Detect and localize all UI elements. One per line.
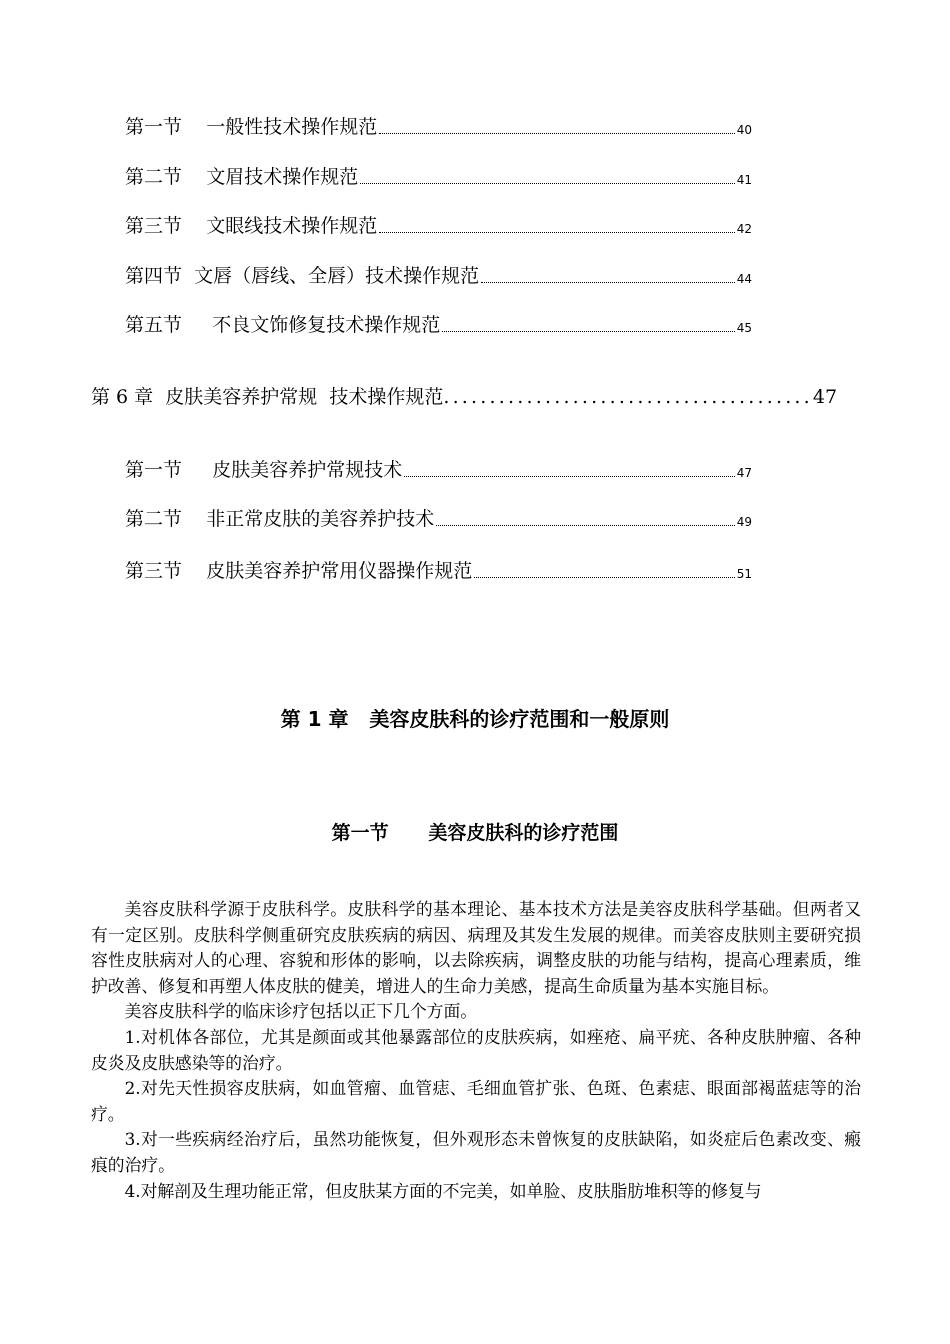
toc-page-number: 47: [736, 466, 752, 480]
toc-leader: [360, 183, 735, 184]
toc-leader: [436, 525, 735, 526]
chapter-heading: 第 1 章 美容皮肤科的诊疗范围和一般原则: [280, 707, 670, 731]
toc-gap: [182, 113, 206, 141]
toc-entry-title: 一般性技术操作规范: [206, 116, 378, 138]
toc-leader: [474, 577, 735, 578]
toc-gap: [182, 212, 206, 240]
toc-entry-title: 皮肤美容养护常规技术: [212, 459, 403, 481]
toc-section-number: 第五节: [125, 314, 183, 336]
toc-gap: [182, 505, 206, 533]
toc-section-number: 第三节: [125, 215, 183, 237]
paragraph: 美容皮肤科学源于皮肤科学。皮肤科学的基本理论、基本技术方法是美容皮肤科学基础。但两者又有一定区别。皮肤科学侧重研究皮肤疾病的病因、病理及其发生发展的规律。而美容皮肤则主要研究损容性皮肤病对人的心理、容貌和形体的影响，以去除疾病，调整皮肤的功能与结构，提高心理素质，维护改善、修复和再塑人体皮肤的健美，增进人的生命力美感，提高生命质量为基本实施目标。: [91, 899, 861, 996]
toc-gap: [182, 311, 212, 339]
toc-gap: [182, 262, 194, 290]
toc-entry-title: 文眉技术操作规范: [206, 166, 359, 188]
paragraph: 美容皮肤科学的临床诊疗包括以正下几个方面。: [124, 1001, 478, 1022]
toc-page-number: 51: [736, 567, 752, 581]
toc-leader: ........................................: [443, 386, 813, 408]
toc-entry[interactable]: [125, 212, 752, 240]
toc-leader: [481, 282, 735, 283]
toc-entry[interactable]: [125, 163, 752, 191]
toc-section-number: 第二节: [125, 166, 183, 188]
toc-page-number: 45: [736, 321, 752, 335]
toc-entry-title: 文唇（唇线、全唇）技术操作规范: [194, 265, 480, 287]
paragraph: 2.对先天性损容皮肤病，如血管瘤、血管痣、毛细血管扩张、色斑、色素痣、眼面部褐蓝痣等的治疗。: [91, 1078, 861, 1124]
toc-section-number: 第三节: [125, 560, 183, 582]
paragraph: 1.对机体各部位，尤其是颜面或其他暴露部位的皮肤疾病，如痤疮、扁平疣、各种皮肤肿瘤、各种皮炎及皮肤感染等的治疗。: [91, 1026, 861, 1073]
toc-entry[interactable]: [125, 262, 752, 290]
toc-entry-title: 文眼线技术操作规范: [206, 215, 378, 237]
toc-entry[interactable]: [125, 557, 752, 585]
section-heading: 第一节 美容皮肤科的诊疗范围: [331, 822, 619, 844]
paragraph: 4.对解剖及生理功能正常，但皮肤某方面的不完美，如单脸、皮肤脂肪堆积等的修复与: [124, 1180, 762, 1201]
toc-chapter-entry[interactable]: [91, 382, 838, 412]
paragraph: 3.对一些疾病经治疗后，虽然功能恢复，但外观形态未曾恢复的皮肤缺陷，如炎症后色素改变、瘢痕的治疗。: [91, 1129, 861, 1175]
toc-entry-title: 皮肤美容养护常用仪器操作规范: [206, 560, 473, 582]
toc-section-number: 第四节: [125, 265, 183, 287]
toc-leader: [442, 331, 734, 332]
toc-page-number: 49: [736, 515, 752, 529]
toc-entry[interactable]: [125, 456, 752, 484]
toc-section-number: 第一节: [125, 116, 183, 138]
toc-gap: [182, 557, 206, 585]
toc-leader: [379, 133, 735, 134]
toc-page-number: 42: [736, 222, 752, 236]
toc-page-number: 41: [736, 173, 752, 187]
toc-entry-title: 非正常皮肤的美容养护技术: [206, 508, 435, 530]
toc-section-number: 第一节: [125, 459, 183, 481]
toc-entry[interactable]: [125, 505, 752, 533]
toc-entry[interactable]: [125, 311, 752, 339]
toc-gap: [182, 163, 206, 191]
toc-entry-title: 不良文饰修复技术操作规范: [212, 314, 441, 336]
toc-entry[interactable]: [125, 113, 752, 141]
body-text: [91, 897, 861, 1204]
toc-gap: [182, 456, 212, 484]
toc-section-number: 第二节: [125, 508, 183, 530]
toc-chapter-title: 第 6 章 皮肤美容养护常规 技术操作规范: [91, 386, 444, 408]
toc-leader: [404, 476, 734, 477]
toc-leader: [379, 232, 735, 233]
toc-page-number: 44: [736, 272, 752, 286]
toc-page-number: 47: [812, 386, 838, 408]
toc-page-number: 40: [736, 123, 752, 137]
